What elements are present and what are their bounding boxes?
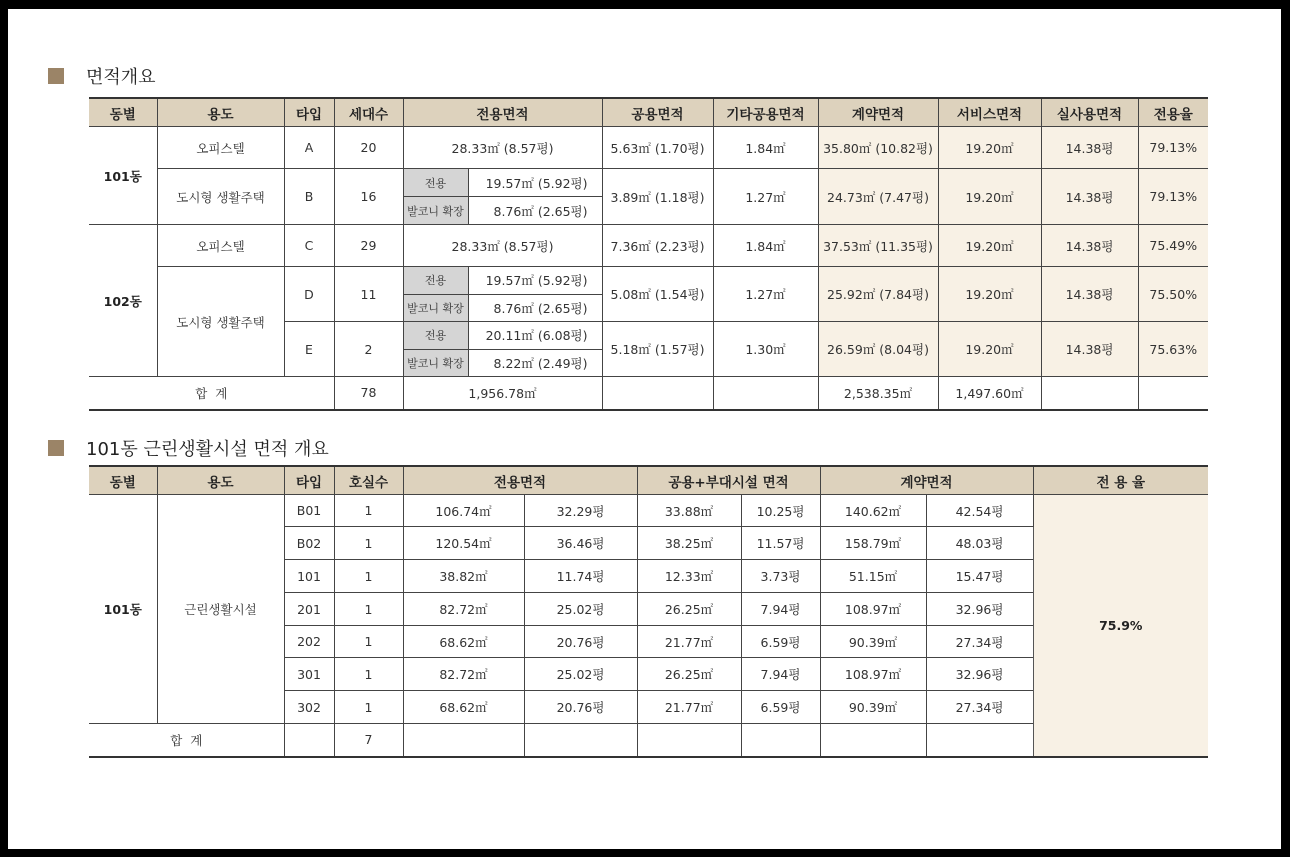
common-m2: 12.33㎡: [637, 560, 741, 593]
exclusive-m2: 68.62㎡: [403, 691, 524, 724]
other-common-cell: 1.84㎡: [713, 127, 818, 169]
actual-cell: 14.38평: [1041, 169, 1138, 225]
area-overview-table: [89, 97, 1208, 411]
use-cell: 도시형 생활주택: [157, 169, 284, 225]
contract-pyeong: 32.96평: [926, 658, 1033, 691]
exclusive-pyeong: 36.46평: [524, 527, 637, 560]
common-pyeong: 11.57평: [741, 527, 820, 560]
contract-m2: 90.39㎡: [820, 691, 926, 724]
contract-cell: 37.53㎡ (11.35평): [818, 225, 938, 267]
service-cell: 19.20㎡: [938, 267, 1041, 322]
common-pyeong: 6.59평: [741, 626, 820, 658]
building-101: 101동: [89, 127, 157, 225]
use-cell: 도시형 생활주택: [157, 267, 284, 377]
header-units: 세대수: [334, 98, 403, 127]
header-room-count: 호실수: [334, 466, 403, 495]
balcony-label: 발코니 확장: [404, 350, 469, 377]
units-cell: 16: [334, 169, 403, 225]
contract-cell: 25.92㎡ (7.84평): [818, 267, 938, 322]
service-cell: 19.20㎡: [938, 127, 1041, 169]
balcony-value: 8.76㎡ (2.65평): [493, 300, 588, 316]
common-m2: 21.77㎡: [637, 691, 741, 724]
header-common: 공용면적: [602, 98, 713, 127]
commercial-area-table: [89, 465, 1208, 758]
exclusive-pyeong: 20.76평: [524, 691, 637, 724]
common-pyeong: 7.94평: [741, 593, 820, 626]
exclusive-pyeong: 25.02평: [524, 593, 637, 626]
count-cell: 1: [334, 691, 403, 724]
ratio-cell: 75.9%: [1033, 495, 1208, 757]
contract-pyeong: 27.34평: [926, 626, 1033, 658]
table-row: [89, 169, 1208, 225]
header-exclusive: 전용면적: [403, 98, 602, 127]
contract-pyeong: 32.96평: [926, 593, 1033, 626]
common-pyeong: 10.25평: [741, 495, 820, 527]
total-units: 78: [334, 377, 403, 410]
total-exclusive: 1,956.78㎡: [403, 377, 602, 410]
count-cell: 1: [334, 495, 403, 527]
count-cell: 1: [334, 527, 403, 560]
table-row: [89, 495, 1208, 527]
common-m2: 38.25㎡: [637, 527, 741, 560]
type-cell: B: [284, 169, 334, 225]
common-pyeong: 6.59평: [741, 691, 820, 724]
units-cell: 20: [334, 127, 403, 169]
use-cell: 오피스텔: [157, 225, 284, 267]
contract-pyeong: 48.03평: [926, 527, 1033, 560]
header-use: 용도: [157, 466, 284, 495]
type-cell: E: [284, 322, 334, 377]
contract-m2: 108.97㎡: [820, 658, 926, 691]
header-building: 동별: [89, 98, 157, 127]
contract-cell: 35.80㎡ (10.82평): [818, 127, 938, 169]
exclusive-value: 19.57㎡ (5.92평): [485, 175, 588, 191]
table-row: [89, 225, 1208, 267]
header-ratio: 전 용 율: [1033, 466, 1208, 495]
use-cell: 오피스텔: [157, 127, 284, 169]
contract-cell: 26.59㎡ (8.04평): [818, 322, 938, 377]
ratio-cell: 75.50%: [1138, 267, 1208, 322]
exclusive-m2: 68.62㎡: [403, 626, 524, 658]
contract-pyeong: 27.34평: [926, 691, 1033, 724]
contract-m2: 140.62㎡: [820, 495, 926, 527]
section2-title: 101동 근린생활시설 면적 개요: [86, 439, 329, 460]
units-cell: 11: [334, 267, 403, 322]
count-cell: 1: [334, 593, 403, 626]
units-cell: 2: [334, 322, 403, 377]
contract-cell: 24.73㎡ (7.47평): [818, 169, 938, 225]
header-service: 서비스면적: [938, 98, 1041, 127]
document-page: [8, 9, 1281, 849]
type-cell: 302: [284, 691, 334, 724]
header-type: 타입: [284, 98, 334, 127]
type-cell: 202: [284, 626, 334, 658]
section1-title: 면적개요: [86, 67, 156, 88]
exclusive-split-cell: [403, 267, 602, 322]
exclusive-label: 전용: [404, 169, 469, 196]
exclusive-pyeong: 20.76평: [524, 626, 637, 658]
exclusive-m2: 106.74㎡: [403, 495, 524, 527]
exclusive-m2: 120.54㎡: [403, 527, 524, 560]
header-exclusive: 전용면적: [403, 466, 637, 495]
exclusive-cell: 28.33㎡ (8.57평): [403, 225, 602, 267]
ratio-cell: 79.13%: [1138, 169, 1208, 225]
balcony-value: 8.22㎡ (2.49평): [493, 355, 588, 371]
type-cell: C: [284, 225, 334, 267]
type-cell: 101: [284, 560, 334, 593]
type-cell: B01: [284, 495, 334, 527]
header-use: 용도: [157, 98, 284, 127]
type-cell: A: [284, 127, 334, 169]
total-label: 합 계: [89, 724, 284, 757]
ratio-cell: 75.49%: [1138, 225, 1208, 267]
header-contract: 계약면적: [820, 466, 1033, 495]
exclusive-m2: 82.72㎡: [403, 658, 524, 691]
contract-m2: 108.97㎡: [820, 593, 926, 626]
common-cell: 5.08㎡ (1.54평): [602, 267, 713, 322]
contract-pyeong: 15.47평: [926, 560, 1033, 593]
common-cell: 5.63㎡ (1.70평): [602, 127, 713, 169]
other-common-cell: 1.84㎡: [713, 225, 818, 267]
type-cell: D: [284, 267, 334, 322]
header-common-facility: 공용+부대시설 면적: [637, 466, 820, 495]
header-building: 동별: [89, 466, 157, 495]
common-m2: 26.25㎡: [637, 593, 741, 626]
total-service: 1,497.60㎡: [938, 377, 1041, 410]
type-cell: B02: [284, 527, 334, 560]
service-cell: 19.20㎡: [938, 322, 1041, 377]
exclusive-label: 전용: [404, 267, 469, 294]
common-cell: 5.18㎡ (1.57평): [602, 322, 713, 377]
bullet-square-icon: [48, 440, 64, 456]
header-ratio: 전용율: [1138, 98, 1208, 127]
section1-heading: [48, 63, 156, 89]
exclusive-split-cell: [403, 169, 602, 225]
building-101: 101동: [89, 495, 157, 724]
contract-m2: 51.15㎡: [820, 560, 926, 593]
table-row: [89, 127, 1208, 169]
table-row: [89, 267, 1208, 322]
use-cell: 근린생활시설: [157, 495, 284, 724]
count-cell: 1: [334, 560, 403, 593]
exclusive-m2: 82.72㎡: [403, 593, 524, 626]
other-common-cell: 1.27㎡: [713, 267, 818, 322]
units-cell: 29: [334, 225, 403, 267]
exclusive-m2: 38.82㎡: [403, 560, 524, 593]
balcony-label: 발코니 확장: [404, 197, 469, 224]
balcony-value: 8.76㎡ (2.65평): [493, 203, 588, 219]
common-pyeong: 7.94평: [741, 658, 820, 691]
header-actual: 실사용면적: [1041, 98, 1138, 127]
exclusive-pyeong: 32.29평: [524, 495, 637, 527]
type-cell: 201: [284, 593, 334, 626]
exclusive-pyeong: 11.74평: [524, 560, 637, 593]
common-cell: 3.89㎡ (1.18평): [602, 169, 713, 225]
contract-pyeong: 42.54평: [926, 495, 1033, 527]
total-label: 합 계: [89, 377, 334, 410]
total-row: [89, 377, 1208, 410]
contract-m2: 158.79㎡: [820, 527, 926, 560]
header-contract: 계약면적: [818, 98, 938, 127]
actual-cell: 14.38평: [1041, 267, 1138, 322]
exclusive-value: 20.11㎡ (6.08평): [485, 328, 588, 344]
exclusive-split-cell: [403, 322, 602, 377]
service-cell: 19.20㎡: [938, 225, 1041, 267]
exclusive-label: 전용: [404, 322, 469, 349]
contract-m2: 90.39㎡: [820, 626, 926, 658]
count-cell: 1: [334, 658, 403, 691]
balcony-label: 발코니 확장: [404, 295, 469, 322]
exclusive-pyeong: 25.02평: [524, 658, 637, 691]
building-102: 102동: [89, 225, 157, 377]
total-count: 7: [334, 724, 403, 757]
section2-heading: [48, 435, 329, 461]
count-cell: 1: [334, 626, 403, 658]
exclusive-cell: 28.33㎡ (8.57평): [403, 127, 602, 169]
header-other-common: 기타공용면적: [713, 98, 818, 127]
actual-cell: 14.38평: [1041, 225, 1138, 267]
ratio-cell: 79.13%: [1138, 127, 1208, 169]
ratio-cell: 75.63%: [1138, 322, 1208, 377]
type-cell: 301: [284, 658, 334, 691]
actual-cell: 14.38평: [1041, 322, 1138, 377]
common-cell: 7.36㎡ (2.23평): [602, 225, 713, 267]
common-pyeong: 3.73평: [741, 560, 820, 593]
service-cell: 19.20㎡: [938, 169, 1041, 225]
bullet-square-icon: [48, 68, 64, 84]
actual-cell: 14.38평: [1041, 127, 1138, 169]
header-type: 타입: [284, 466, 334, 495]
other-common-cell: 1.30㎡: [713, 322, 818, 377]
common-m2: 21.77㎡: [637, 626, 741, 658]
total-contract: 2,538.35㎡: [818, 377, 938, 410]
common-m2: 33.88㎡: [637, 495, 741, 527]
exclusive-value: 19.57㎡ (5.92평): [485, 273, 588, 289]
other-common-cell: 1.27㎡: [713, 169, 818, 225]
common-m2: 26.25㎡: [637, 658, 741, 691]
